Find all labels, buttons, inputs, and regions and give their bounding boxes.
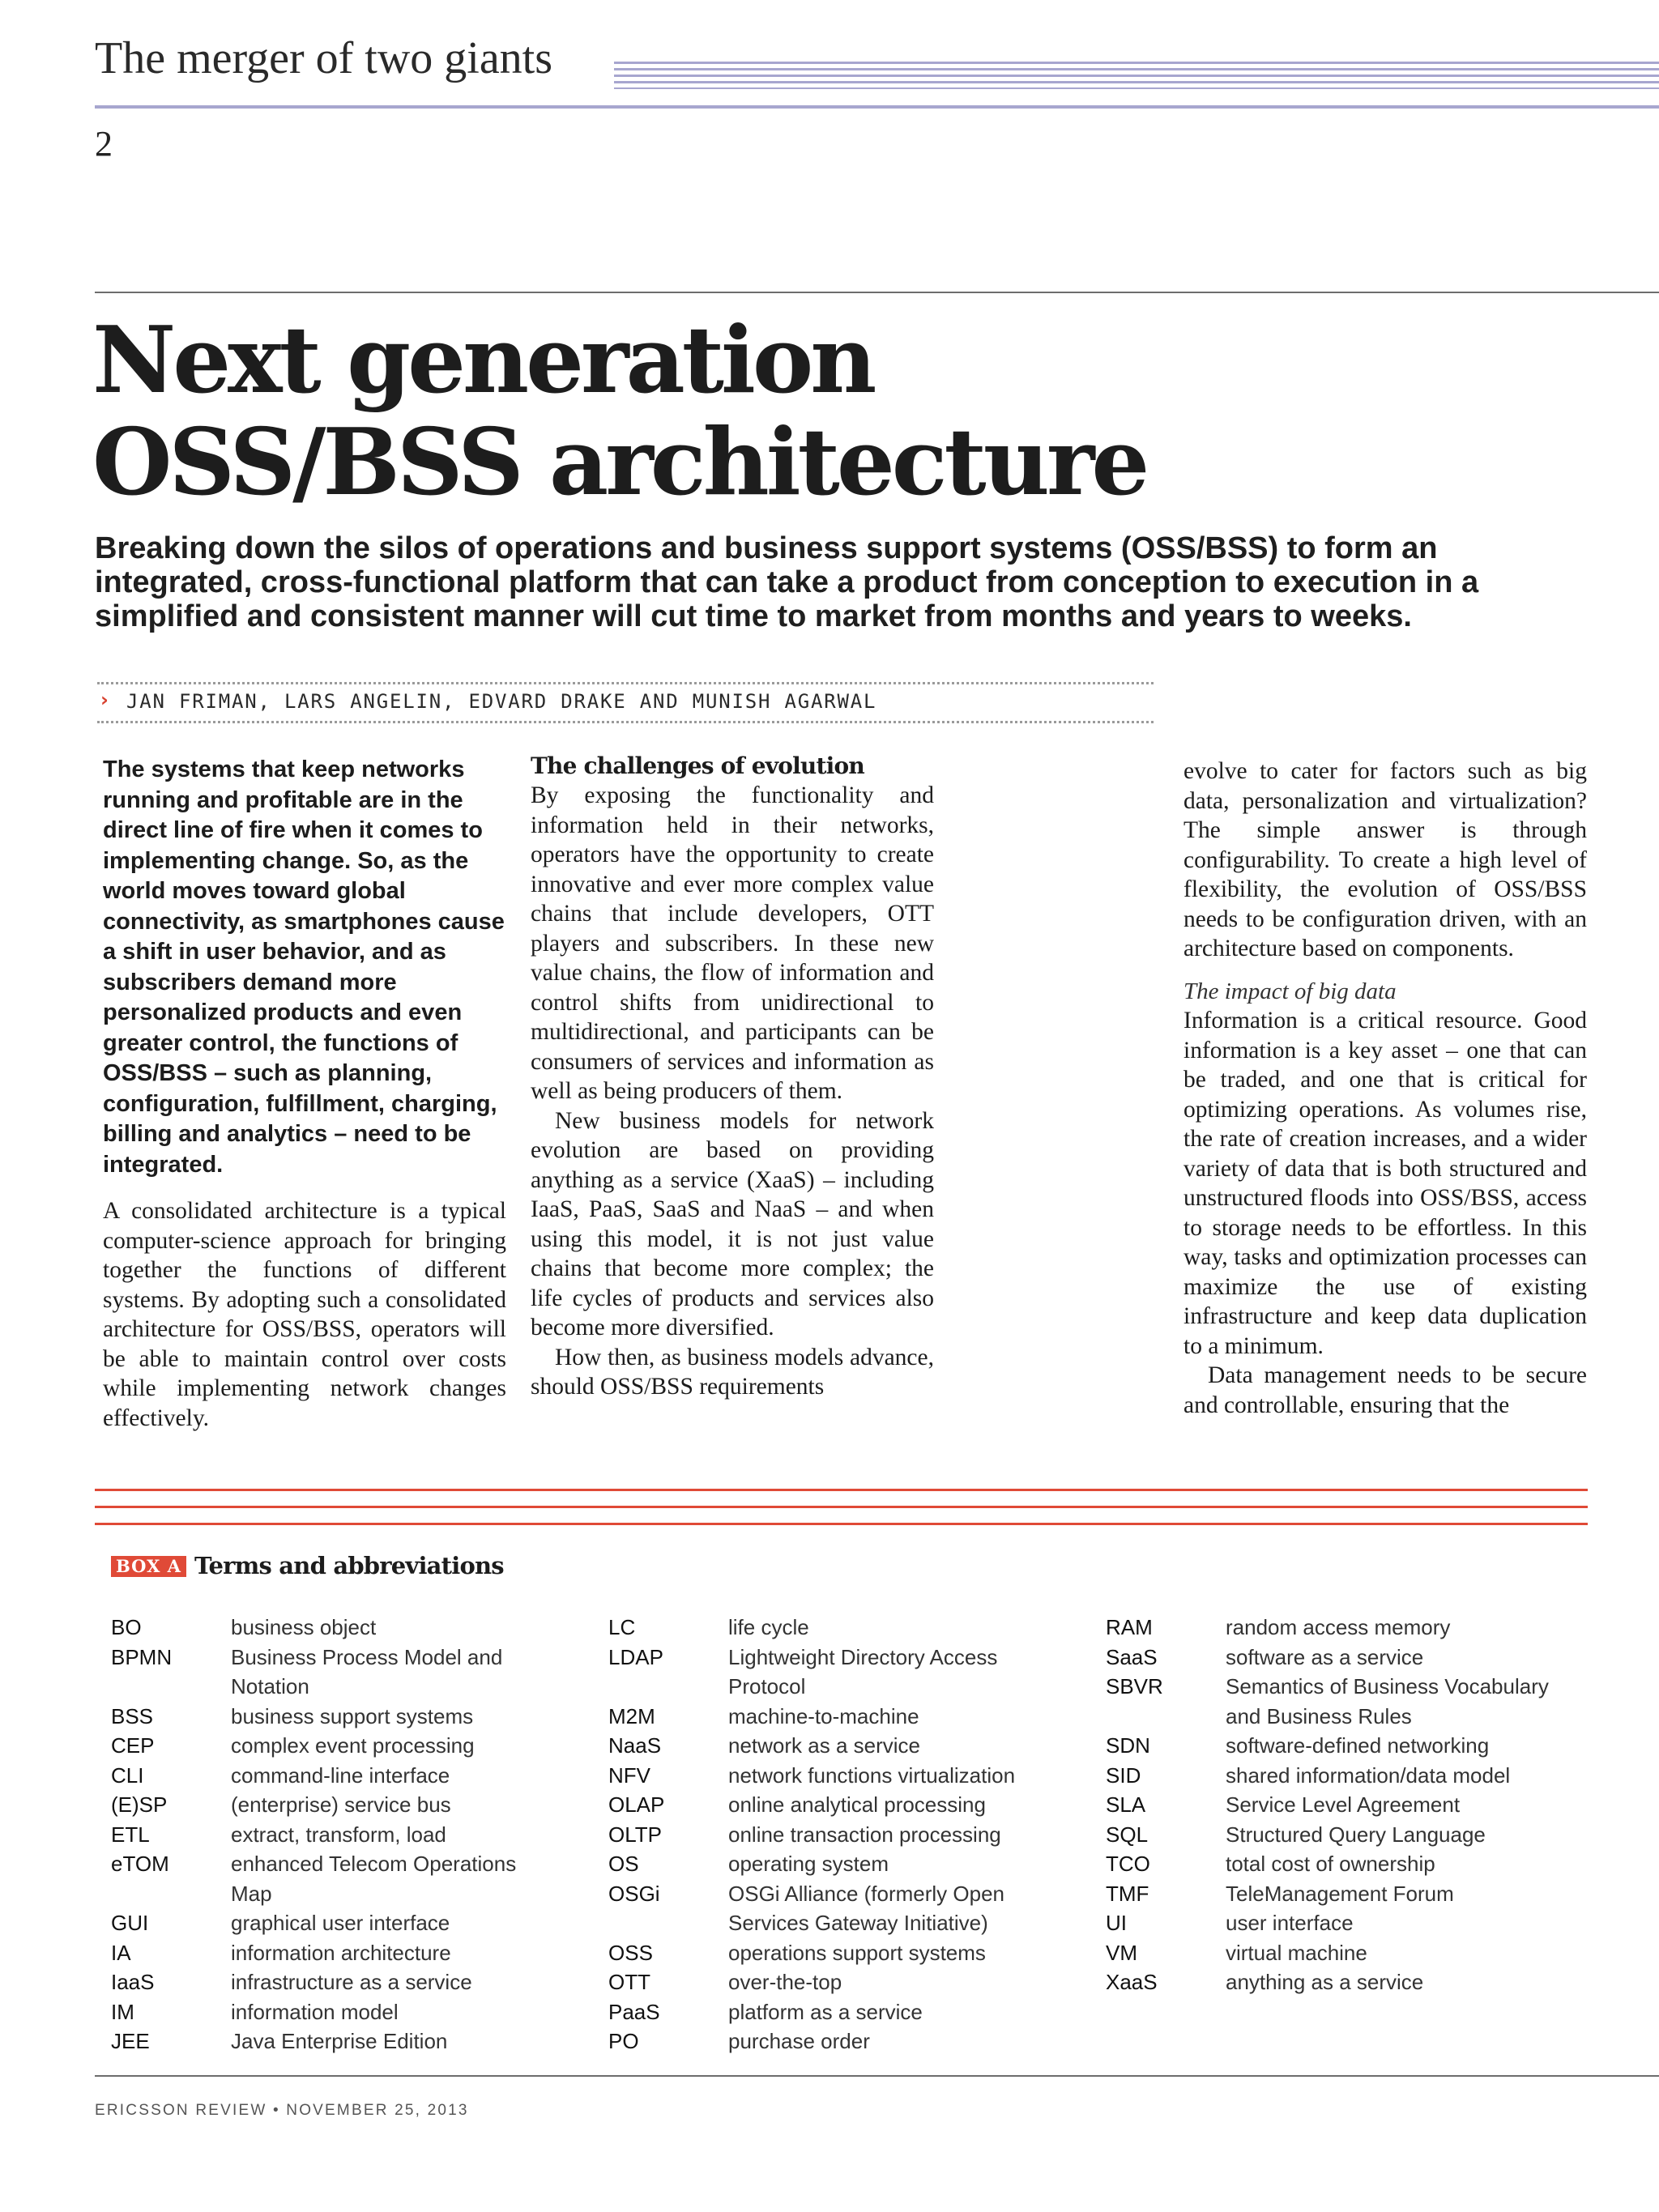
- term-row: [1106, 1790, 1576, 1820]
- term-definition: Structured Query Language: [1226, 1822, 1486, 1847]
- term-row: [111, 1613, 532, 1643]
- term-abbreviation: SID: [1106, 1762, 1141, 1788]
- term-definition: information architecture: [231, 1940, 451, 1965]
- term-row: [1106, 1849, 1576, 1879]
- title-rule: [95, 292, 1659, 293]
- lead-paragraph: The systems that keep networks running and profitable are in the direct line of fire when it comes to implementing change. So, as the world moves toward global connectivity, as smartphones cause a shift in user behavior, and as subscribers demand more personalized products and even greater control, the functions of OSS/BSS – such as planning, configuration, fulfillment, charging, billing and analytics – need to be integrated.: [103, 757, 505, 1178]
- term-abbreviation: GUI: [111, 1911, 149, 1935]
- article-deck: Breaking down the silos of operations and business support systems (OSS/BSS) to form an integrated, cross-functional platform that can take a product from conception to execution in a simplified and consistent manner will cut time to market from months and years to weeks.: [95, 531, 1479, 633]
- term-definition: Service Level Agreement: [1226, 1792, 1461, 1817]
- term-abbreviation: OSGi: [608, 1881, 660, 1906]
- term-definition: enhanced Telecom Operations Map: [231, 1852, 517, 1906]
- term-abbreviation: LC: [608, 1615, 636, 1639]
- term-row: [608, 1938, 1062, 1968]
- term-row: [608, 1879, 1062, 1938]
- section-heading-challenges: The challenges of evolution: [531, 752, 864, 779]
- term-abbreviation: SaaS: [1106, 1644, 1158, 1669]
- author-arrow-icon: ›: [100, 688, 109, 711]
- term-definition: random access memory: [1226, 1615, 1451, 1639]
- authors-divider-top: [97, 682, 1154, 684]
- term-row: [1106, 1672, 1576, 1731]
- term-row: [1106, 1643, 1576, 1673]
- term-definition: online transaction processing: [728, 1822, 1001, 1847]
- term-definition: network as a service: [728, 1733, 920, 1758]
- term-definition: shared information/data model: [1226, 1762, 1511, 1788]
- term-abbreviation: JEE: [111, 2029, 150, 2053]
- term-abbreviation: TMF: [1106, 1881, 1149, 1906]
- term-abbreviation: IA: [111, 1940, 131, 1965]
- term-abbreviation: SDN: [1106, 1733, 1150, 1758]
- term-abbreviation: NaaS: [608, 1733, 662, 1758]
- term-definition: business object: [231, 1615, 377, 1639]
- term-abbreviation: XaaS: [1106, 1970, 1158, 1994]
- term-abbreviation: BO: [111, 1615, 142, 1639]
- term-definition: software as a service: [1226, 1644, 1424, 1669]
- term-definition: business support systems: [231, 1703, 474, 1728]
- term-definition: online analytical processing: [728, 1792, 986, 1817]
- term-abbreviation: OTT: [608, 1970, 650, 1994]
- term-row: [608, 1761, 1062, 1791]
- body-paragraph: Information is a critical resource. Good information is a key asset – one that can be traded, and one that is critical for optimizing operations. As volumes rise, the rate of creation increases, and a wider variety of data that is both structured and unstructured floods into OSS/BSS, access to storage needs to be effortless. In this way, tasks and optimization processes can maximize the use of existing infrastructure and keep data duplication to a minimum.: [1183, 1008, 1587, 1359]
- term-definition: command-line interface: [231, 1762, 450, 1788]
- term-abbreviation: ETL: [111, 1822, 150, 1847]
- term-row: [111, 1790, 532, 1820]
- article-title-line1: Next generation: [92, 306, 874, 414]
- term-definition: machine-to-machine: [728, 1703, 919, 1728]
- term-row: [111, 1761, 532, 1791]
- terms-column-2: [608, 1613, 1062, 2056]
- article-title: [92, 306, 1147, 516]
- term-row: [1106, 1879, 1576, 1909]
- term-abbreviation: CEP: [111, 1733, 155, 1758]
- term-abbreviation: SQL: [1106, 1822, 1149, 1847]
- footer-credit: ERICSSON REVIEW • NOVEMBER 25, 2013: [95, 2102, 469, 2119]
- term-abbreviation: PaaS: [608, 1999, 660, 2024]
- body-paragraph: evolve to cater for factors such as big data, personalization and virtualization? The simple answer is through configurability. To create a high level of flexibility, the evolution of OSS/BSS needs to be configuration driven, with an architecture based on components.: [1183, 758, 1587, 961]
- terms-column-3: [1106, 1613, 1576, 1997]
- term-row: [608, 1820, 1062, 1850]
- term-abbreviation: eTOM: [111, 1852, 169, 1876]
- term-definition: total cost of ownership: [1226, 1852, 1435, 1876]
- term-row: [111, 1997, 532, 2027]
- term-definition: complex event processing: [231, 1733, 475, 1758]
- body-paragraph: Data management needs to be secure and controllable, ensuring that the: [1183, 1362, 1587, 1418]
- term-definition: anything as a service: [1226, 1970, 1424, 1994]
- box-label: BOX A: [111, 1556, 186, 1577]
- page-number: 2: [95, 124, 113, 164]
- term-row: [1106, 1938, 1576, 1968]
- term-row: [111, 1820, 532, 1850]
- term-definition: infrastructure as a service: [231, 1970, 472, 1994]
- footer-rule: [95, 2075, 1659, 2077]
- term-row: [608, 1849, 1062, 1879]
- box-divider-rules: [95, 1489, 1588, 1526]
- term-row: [608, 1702, 1062, 1732]
- term-row: [1106, 1731, 1576, 1761]
- term-abbreviation: PO: [608, 2029, 639, 2053]
- term-definition: Lightweight Directory Access Protocol: [728, 1644, 998, 1698]
- term-abbreviation: VM: [1106, 1940, 1137, 1965]
- term-definition: user interface: [1226, 1911, 1354, 1935]
- term-abbreviation: UI: [1106, 1911, 1127, 1935]
- body-column-2: [531, 752, 934, 1402]
- term-abbreviation: TCO: [1106, 1852, 1150, 1876]
- term-row: [111, 1967, 532, 1997]
- authors-divider-bottom: [97, 721, 1154, 723]
- term-row: [111, 1908, 532, 1938]
- body-column-3: [1183, 757, 1587, 1420]
- term-definition: software-defined networking: [1226, 1733, 1490, 1758]
- body-paragraph: New business models for network evolution are based on providing anything as a service (XaaS) – including IaaS, PaaS, SaaS and NaaS – and when using this model, it is not just value chains that become more complex; the life cycles of products and services also become more diversified.: [531, 1107, 934, 1340]
- term-definition: Business Process Model and Notation: [231, 1644, 503, 1698]
- term-definition: OSGi Alliance (formerly Open Services Gateway Initiative): [728, 1881, 1005, 1935]
- term-row: [608, 1643, 1062, 1702]
- term-definition: TeleManagement Forum: [1226, 1881, 1454, 1906]
- term-row: [111, 1643, 532, 1702]
- terms-column-1: [111, 1613, 532, 2056]
- term-abbreviation: OSS: [608, 1940, 653, 1965]
- term-definition: purchase order: [728, 2029, 870, 2053]
- term-abbreviation: IaaS: [111, 1970, 155, 1994]
- term-abbreviation: SBVR: [1106, 1674, 1163, 1698]
- term-abbreviation: BSS: [111, 1703, 154, 1728]
- term-row: [1106, 1820, 1576, 1850]
- term-definition: operating system: [728, 1852, 889, 1876]
- term-abbreviation: CLI: [111, 1762, 144, 1788]
- term-definition: (enterprise) service bus: [231, 1792, 451, 1817]
- term-definition: Java Enterprise Edition: [231, 2029, 448, 2053]
- term-row: [608, 1967, 1062, 1997]
- body-paragraph: A consolidated architecture is a typical computer-science approach for bringing together the functions of different systems. By adopting such a consolidated architecture for OSS/BSS, operators will be able to maintain control over costs while implementing network changes effectively.: [103, 1198, 506, 1431]
- term-row: [111, 1938, 532, 1968]
- term-abbreviation: OLAP: [608, 1792, 665, 1817]
- term-row: [1106, 1761, 1576, 1791]
- term-abbreviation: M2M: [608, 1703, 655, 1728]
- term-abbreviation: LDAP: [608, 1644, 663, 1669]
- header-underline: [95, 105, 1659, 109]
- section-heading-big-data: The impact of big data: [1183, 978, 1397, 1004]
- term-row: [608, 2027, 1062, 2056]
- term-row: [111, 2027, 532, 2056]
- term-definition: information model: [231, 1999, 399, 2024]
- term-definition: operations support systems: [728, 1940, 986, 1965]
- term-row: [608, 1790, 1062, 1820]
- term-definition: platform as a service: [728, 1999, 923, 2024]
- term-definition: virtual machine: [1226, 1940, 1367, 1965]
- term-abbreviation: IM: [111, 1999, 134, 2024]
- body-column-1: [103, 755, 506, 1433]
- term-abbreviation: OLTP: [608, 1822, 662, 1847]
- term-abbreviation: (E)SP: [111, 1792, 168, 1817]
- term-definition: Semantics of Business Vocabulary and Business Rules: [1226, 1674, 1549, 1728]
- term-definition: life cycle: [728, 1615, 809, 1639]
- term-row: [1106, 1908, 1576, 1938]
- term-row: [111, 1731, 532, 1761]
- body-paragraph: By exposing the functionality and information held in their networks, operators have the opportunity to create innovative and ever more complex value chains that include developers, OTT players and subscribers. In these new value chains, the flow of information and control shifts from unidirectional to multidirectional, and participants can be consumers of services and information as well as being producers of them.: [531, 782, 934, 1104]
- term-definition: network functions virtualization: [728, 1762, 1016, 1788]
- article-title-line2: OSS/BSS architecture: [92, 408, 1147, 516]
- term-abbreviation: SLA: [1106, 1792, 1146, 1817]
- author-byline: JAN FRIMAN, LARS ANGELIN, EDVARD DRAKE AND MUNISH AGARWAL: [126, 690, 877, 713]
- term-abbreviation: BPMN: [111, 1644, 173, 1669]
- term-definition: graphical user interface: [231, 1911, 450, 1935]
- term-abbreviation: RAM: [1106, 1615, 1153, 1639]
- term-row: [608, 1731, 1062, 1761]
- term-row: [111, 1702, 532, 1732]
- term-row: [1106, 1613, 1576, 1643]
- term-abbreviation: NFV: [608, 1762, 650, 1788]
- term-definition: over-the-top: [728, 1970, 842, 1994]
- running-title: The merger of two giants: [95, 33, 553, 83]
- term-definition: extract, transform, load: [231, 1822, 446, 1847]
- term-row: [608, 1997, 1062, 2027]
- term-row: [111, 1849, 532, 1908]
- box-title: Terms and abbreviations: [194, 1552, 504, 1579]
- body-paragraph: How then, as business models advance, should OSS/BSS requirements: [531, 1344, 934, 1400]
- term-row: [608, 1613, 1062, 1643]
- term-abbreviation: OS: [608, 1852, 639, 1876]
- term-row: [1106, 1967, 1576, 1997]
- header-stripes: [614, 62, 1659, 89]
